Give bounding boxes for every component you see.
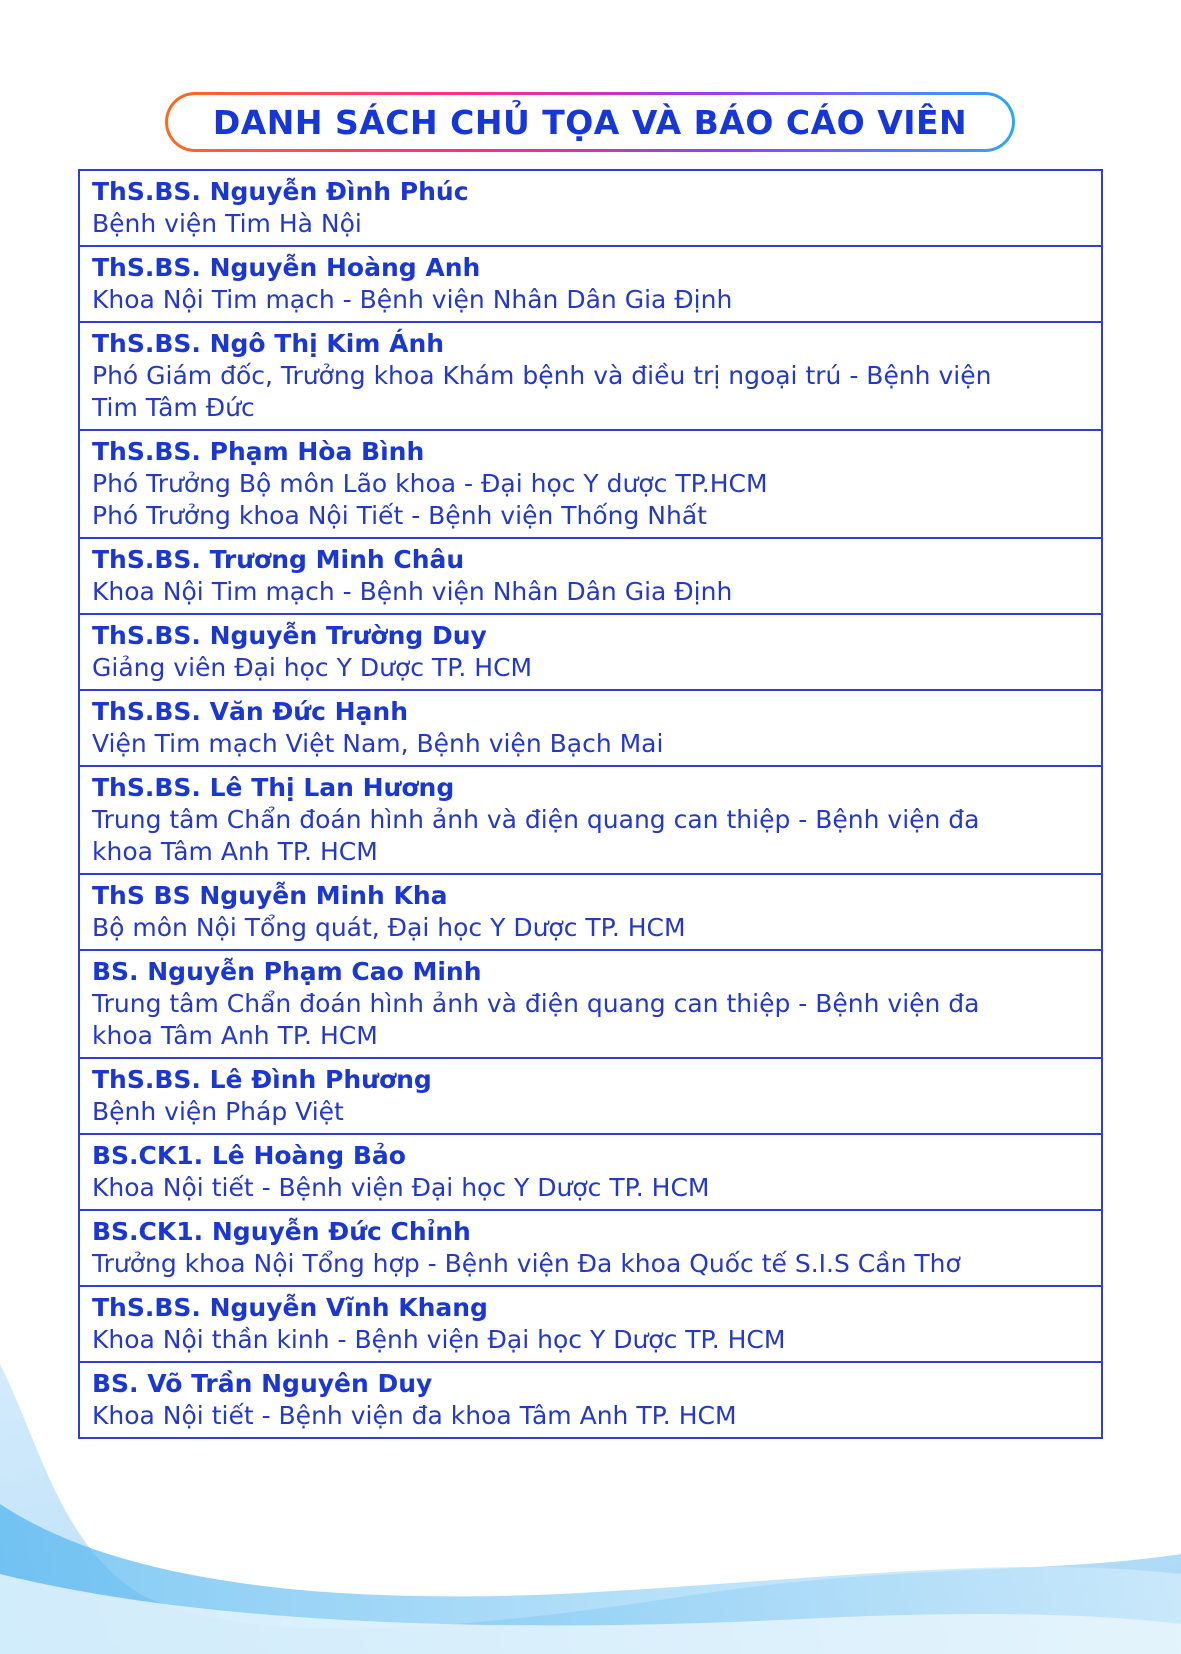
speaker-affiliation: khoa Tâm Anh TP. HCM: [92, 837, 378, 866]
speaker-affiliation: Trưởng khoa Nội Tổng hợp - Bệnh viện Đa khoa Quốc tế S.I.S Cần Thơ: [92, 1249, 961, 1278]
speaker-name: ThS.BS. Nguyễn Đình Phúc: [92, 177, 469, 206]
speaker-row: [80, 1363, 1101, 1437]
speaker-affiliation: Viện Tim mạch Việt Nam, Bệnh viện Bạch Mai: [92, 729, 664, 758]
speaker-name: BS. Võ Trần Nguyên Duy: [92, 1369, 433, 1398]
speaker-row: [80, 691, 1101, 767]
speaker-name: ThS.BS. Nguyễn Hoàng Anh: [92, 253, 481, 282]
speaker-affiliation: Trung tâm Chẩn đoán hình ảnh và điện quang can thiệp - Bệnh viện đa: [92, 989, 980, 1018]
speaker-row: [80, 431, 1101, 539]
page-title: DANH SÁCH CHỦ TỌA VÀ BÁO CÁO VIÊN: [212, 102, 968, 142]
speaker-affiliation: Khoa Nội tiết - Bệnh viện Đại học Y Dược TP. HCM: [92, 1173, 710, 1202]
speaker-name: BS.CK1. Nguyễn Đức Chỉnh: [92, 1217, 471, 1246]
speaker-name: ThS.BS. Lê Đình Phương: [92, 1065, 432, 1094]
speaker-name: ThS.BS. Ngô Thị Kim Ánh: [92, 329, 445, 358]
speaker-name: BS.CK1. Lê Hoàng Bảo: [92, 1141, 406, 1170]
speaker-affiliation: Trung tâm Chẩn đoán hình ảnh và điện quang can thiệp - Bệnh viện đa: [92, 805, 980, 834]
speaker-row: [80, 1059, 1101, 1135]
speaker-name: BS. Nguyễn Phạm Cao Minh: [92, 957, 482, 986]
speaker-affiliation: Bộ môn Nội Tổng quát, Đại học Y Dược TP. HCM: [92, 913, 686, 942]
speaker-affiliation: Khoa Nội thần kinh - Bệnh viện Đại học Y Dược TP. HCM: [92, 1325, 786, 1354]
speaker-name: ThS.BS. Phạm Hòa Bình: [92, 437, 425, 466]
speaker-row: [80, 247, 1101, 323]
speaker-name: ThS BS Nguyễn Minh Kha: [92, 881, 448, 910]
speaker-affiliation: Khoa Nội Tim mạch - Bệnh viện Nhân Dân Gia Định: [92, 285, 733, 314]
speaker-row: [80, 1211, 1101, 1287]
speaker-affiliation: Khoa Nội tiết - Bệnh viện đa khoa Tâm Anh TP. HCM: [92, 1401, 737, 1430]
speaker-row: [80, 767, 1101, 875]
speaker-row: [80, 539, 1101, 615]
speaker-row: [80, 875, 1101, 951]
speaker-row: [80, 1287, 1101, 1363]
speaker-row: [80, 951, 1101, 1059]
speaker-name: ThS.BS. Văn Đức Hạnh: [92, 697, 408, 726]
speaker-affiliation: Giảng viên Đại học Y Dược TP. HCM: [92, 653, 533, 682]
speaker-affiliation: Phó Trưởng Bộ môn Lão khoa - Đại học Y dược TP.HCM: [92, 469, 768, 498]
speaker-name: ThS.BS. Trương Minh Châu: [92, 545, 465, 574]
speaker-affiliation: Tim Tâm Đức: [92, 393, 255, 422]
speaker-name: ThS.BS. Nguyễn Trường Duy: [92, 621, 487, 650]
speaker-row: [80, 171, 1101, 247]
speaker-affiliation: Bệnh viện Pháp Việt: [92, 1097, 344, 1126]
speaker-affiliation: Khoa Nội Tim mạch - Bệnh viện Nhân Dân Gia Định: [92, 577, 733, 606]
title-banner: [165, 92, 1015, 152]
speaker-affiliation: Bệnh viện Tim Hà Nội: [92, 209, 362, 238]
speaker-name: ThS.BS. Nguyễn Vĩnh Khang: [92, 1293, 488, 1322]
speaker-row: [80, 1135, 1101, 1211]
speaker-row: [80, 323, 1101, 431]
speaker-name: ThS.BS. Lê Thị Lan Hương: [92, 773, 455, 802]
speaker-affiliation: Phó Giám đốc, Trưởng khoa Khám bệnh và điều trị ngoại trú - Bệnh viện: [92, 361, 992, 390]
speaker-table: [78, 169, 1103, 1439]
title-banner-inner: [168, 95, 1012, 149]
speaker-row: [80, 615, 1101, 691]
speaker-affiliation: khoa Tâm Anh TP. HCM: [92, 1021, 378, 1050]
speaker-affiliation: Phó Trưởng khoa Nội Tiết - Bệnh viện Thống Nhất: [92, 501, 707, 530]
